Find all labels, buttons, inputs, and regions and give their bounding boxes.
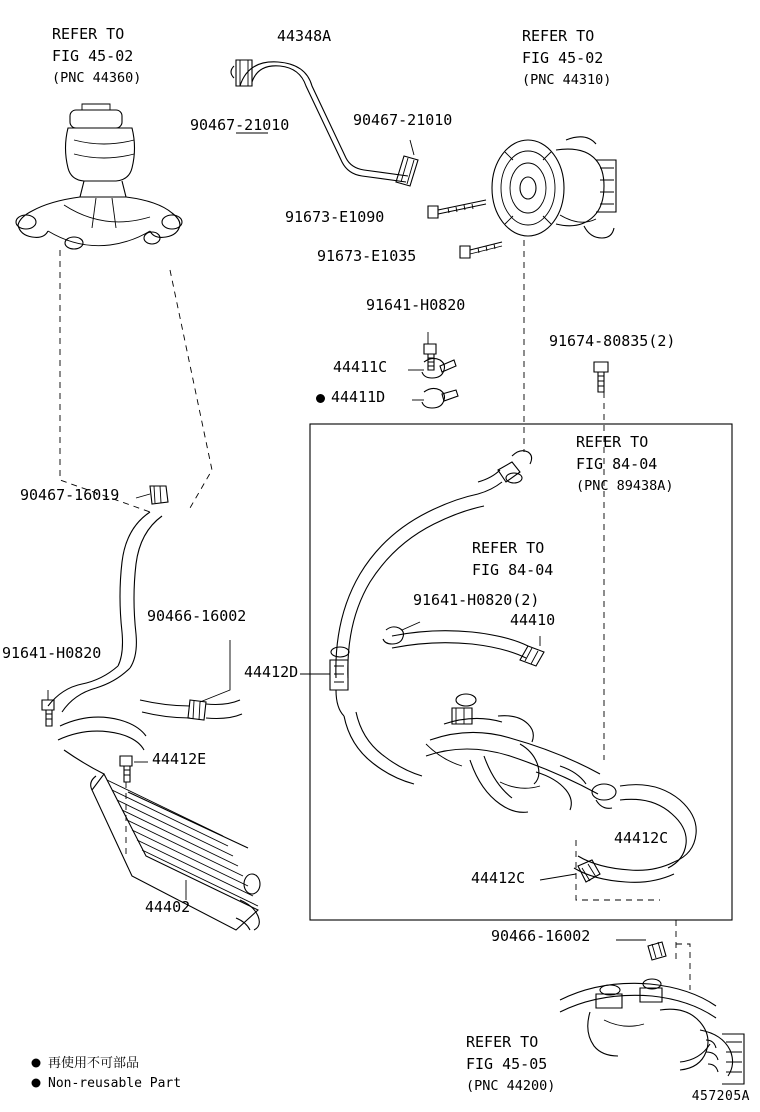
legend-en-text: Non-reusable Part: [48, 1076, 182, 1091]
pump-assembly-art: [492, 137, 616, 238]
steering-gear-art: [426, 694, 616, 812]
label-44411c: 44411C: [333, 358, 388, 376]
refer-89438a-line1: REFER TO: [576, 433, 649, 451]
nonreusable-bullet-44411d: [316, 394, 325, 403]
label-44412d: 91641-H0820(2): [413, 591, 540, 609]
label-91673-e1090: 91673-E1090: [285, 208, 385, 226]
leader-90467-right: [410, 140, 414, 155]
leader-reservoir-to-hose: [60, 250, 150, 512]
leader-90467-16019: [136, 494, 150, 498]
bolt-91641-h0820-left-art: [42, 700, 54, 726]
label-90467-21010-right: 90467-21010: [353, 111, 453, 129]
refer-44200-line3: (PNC 44200): [466, 1078, 556, 1094]
clamp-44411d-art: [422, 388, 458, 408]
leader-44412d: [402, 622, 420, 630]
return-hose-mid-art: [392, 631, 544, 666]
label-44348a: 44348A: [277, 27, 332, 45]
steering-gear-lower-art: [560, 979, 744, 1084]
label-91673-e1035: 91673-E1035: [317, 247, 417, 265]
label-90467-21010-left: 90467-21010: [190, 116, 290, 134]
legend-bullet-1: [32, 1059, 41, 1068]
diagram-code: 457205A: [691, 1089, 750, 1104]
refer-44310-line3: (PNC 44310): [522, 72, 612, 88]
label-90467-16019: 90467-16019: [20, 486, 120, 504]
label-44410: 44412D: [244, 663, 299, 681]
main-detail-box: [310, 424, 732, 920]
refer-8404-line2: FIG 84-04: [472, 561, 554, 579]
refer-44360-line3: (PNC 44360): [52, 70, 142, 86]
label-91641-h0820-top: 91641-H0820: [366, 296, 466, 314]
leader-44412c-bottom: [540, 874, 576, 880]
bolt-91641-h0820-top-art: [424, 344, 436, 370]
leader-44360-detail: [170, 270, 212, 508]
refer-44360-line1: REFER TO: [52, 25, 125, 43]
leader-90466-bottom-dash: [676, 944, 690, 990]
clamp-90466-16002-bottom-art: [648, 942, 666, 960]
refer-44310-line1: REFER TO: [522, 27, 595, 45]
legend-cjk-text: 再使用不可部品: [48, 1056, 140, 1071]
refer-44200-line1: REFER TO: [466, 1033, 539, 1051]
label-44402: 44402: [145, 898, 191, 916]
label-44412c-bottom: 44412C: [471, 869, 526, 887]
refer-8404-line1: REFER TO: [472, 539, 545, 557]
refer-89438a-line2: FIG 84-04: [576, 455, 658, 473]
label-44412c-top: 44410: [510, 611, 556, 629]
bolt-91674-80835-art: [594, 362, 608, 392]
label-91641-h0820-2: 44412E: [152, 750, 207, 768]
label-91674-80835: 91674-80835(2): [549, 332, 676, 350]
label-90466-16002-left: 90466-16002: [147, 607, 247, 625]
legend-bullet-2: [32, 1079, 41, 1088]
label-91641-h0820-left: 91641-H0820: [2, 644, 102, 662]
label-44411d: 44411D: [331, 388, 386, 406]
leader-90466-left: [200, 640, 230, 702]
clamp-44411c-art: [422, 358, 456, 378]
label-44412e: 44412C: [614, 829, 669, 847]
label-90466-16002-bottom: 90466-16002: [491, 927, 591, 945]
reservoir-assembly-art: [16, 104, 182, 249]
refer-44310-line2: FIG 45-02: [522, 49, 604, 67]
bolt-91641-h0820-2-art: [120, 756, 132, 782]
bolt-91673-e1090-art: [428, 200, 486, 218]
refer-44200-line2: FIG 45-05: [466, 1055, 548, 1073]
refer-44360-line2: FIG 45-02: [52, 47, 134, 65]
refer-89438a-line3: (PNC 89438A): [576, 478, 674, 494]
bolt-91673-e1035-art: [460, 242, 502, 258]
tube-44410-art: [330, 451, 532, 784]
return-line-left-art: [48, 486, 242, 720]
